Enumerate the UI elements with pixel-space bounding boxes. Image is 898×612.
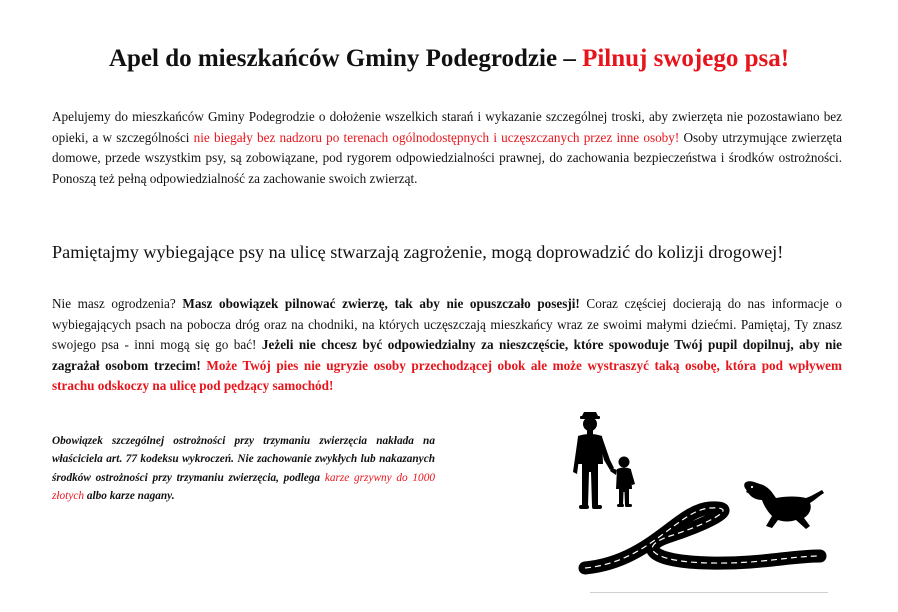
- bottom-divider: [590, 592, 828, 593]
- warning-line: Pamiętajmy wybiegające psy na ulicę stwarzają zagrożenie, mogą doprowadzić do kolizji drogowej!: [52, 242, 784, 262]
- fence-paragraph: [52, 294, 842, 397]
- child-silhouette-icon: [610, 457, 635, 508]
- running-dog-icon: [744, 481, 824, 529]
- legal-text-red: karze grzywny do 1000 złotych: [52, 471, 435, 503]
- intro-text-1: Apelujemy do mieszkańców Gminy Podegrodzie o dołożenie wszelkich starań i wykazanie szczególnej troski, aby zwierzęta nie pozostawiano bez opieki, a w szczególności: [52, 109, 842, 145]
- page-title: [0, 42, 898, 76]
- intro-text-2: Osoby utrzymujące zwierzęta domowe, przede wszystkim psy, są zobowiązane, pod rygorem odpowiedzialności prawnej, do zachowania bezpieczeństwa i środków ostrożności. Ponoszą też pełną odpowiedzialność za zachowanie swoich zwierząt.: [52, 129, 842, 186]
- legal-text-2: albo karze nagany.: [84, 490, 175, 503]
- fence-text-2: Coraz częściej docierają do nas informacje o wybiegających psach na pobocza dróg oraz na chodniki, na których uczęszczają mieszkańcy wraz ze swoimi małymi dziećmi. Pamiętaj, Ty znasz swojego psa - inni mogą się go bać!: [52, 296, 843, 352]
- title-main: Apel do mieszkańców Gminy Podegrodzie –: [108, 45, 583, 72]
- title-highlight: Pilnuj swojego psa!: [582, 45, 790, 72]
- fence-text-1: Nie masz ogrodzenia?: [52, 296, 183, 311]
- legal-note: [52, 432, 435, 506]
- intro-text-red: nie biegały bez nadzoru po terenach ogólnodostępnych i uczęszczanych przez inne osoby!: [193, 129, 680, 145]
- man-silhouette-icon: [573, 412, 614, 509]
- fence-text-bold-2: Jeżeli nie chcesz być odpowiedzialny za nieszczęście, które spowoduje Twój pupil dopilnuj, aby nie zagrażał osobom trzecim!: [52, 337, 842, 373]
- legal-text-1: Obowiązek szczególnej ostrożności przy trzymaniu zwierzęcia nakłada na właściciela art. 77 kodeksu wykroczeń. Nie zachowanie zwykłych lub nakazanych środków ostrożności przy trzymaniu zwierzęcia, podlega: [52, 435, 435, 484]
- fence-text-bold-1: Masz obowiązek pilnować zwierzę, tak aby nie opuszczało posesji!: [182, 296, 580, 311]
- intro-paragraph: [52, 107, 842, 189]
- illustration: [540, 402, 880, 612]
- fence-text-red: Może Twój pies nie ugryzie osoby przechodzącej obok ale może wystraszyć taką osobę, która pod wpływem strachu odskoczy na ulicę pod pędzący samochód!: [52, 357, 842, 393]
